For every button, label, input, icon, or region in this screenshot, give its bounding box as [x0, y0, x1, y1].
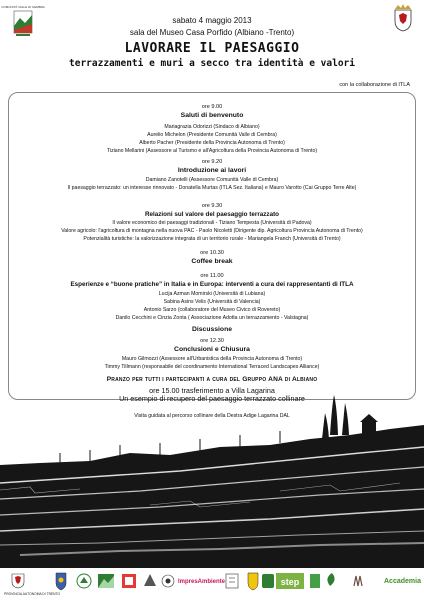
- lunch-note: Pranzo per tutti i partecipanti a cura del Gruppo ANA di Albiano: [106, 376, 318, 383]
- speaker-line: Mariagrazia Odorizzi (Sindaco di Albiano): [164, 124, 260, 130]
- session-time: ore 11.00: [200, 273, 224, 279]
- sponsors-bar: [0, 568, 424, 600]
- speaker-line: Timmy Tillmann (responsabile del coordinamento International Terraced Landscapes Alliance): [104, 364, 320, 370]
- example-note: Un esempio di recupero del paesaggio terrazzato collinare: [119, 394, 305, 403]
- step-logo: [276, 573, 304, 589]
- ana-logo: [77, 574, 91, 588]
- speaker-line: Aurelio Michelon (Presidente Comunità Valle di Cembra): [147, 132, 277, 138]
- speaker-line: Tiziano Mellarini (Assessore al Turismo e all'Agricoltura della Provincia Autonoma di Trento): [106, 148, 318, 154]
- session-title: Conclusioni e Chiusura: [174, 346, 250, 353]
- museo-logo: [226, 574, 238, 588]
- speaker-line: Antonio Sarzo (collaboratore del Museo Civico di Rovereto): [143, 307, 281, 313]
- comune-albiano-crest-icon: [56, 573, 66, 590]
- session-title: Coffee break: [191, 258, 233, 265]
- impresambiente-logo: [178, 579, 226, 585]
- lagarina-logo: [262, 574, 274, 588]
- speaker-line: Il paesaggio terrazzato: un interesse rinnovato - Donatella Murtas (ITLA Sez. Italiana) e Mauro Varotto (Cai Gruppo Terre Alte): [67, 185, 357, 191]
- green-sponsor-logo: [310, 574, 320, 588]
- session-time: ore 10.30: [200, 250, 224, 256]
- itla-logo: [122, 574, 136, 588]
- impresa-label: ImpresAmbiente: [178, 579, 226, 585]
- consorzio-logo: [162, 575, 174, 587]
- speaker-line: Danilo Cecchini e Cinzia Zonta ( Associazione Adotta un terrazzamento - Valstagna): [115, 315, 309, 321]
- speaker-line: Lucija Azman Momirski (Università di Lubiana): [158, 291, 266, 297]
- transfer-note: ore 15.00 trasferimento a Villa Lagarina: [149, 386, 275, 395]
- session-time: ore 12.30: [200, 338, 224, 344]
- event-title: LAVORARE IL PAESAGGIO: [124, 41, 300, 56]
- speaker-line: Potenzialità turistiche: la valorizzazione integrata di un territorio rurale - Mariangela Franch (Università di Trento): [83, 236, 341, 242]
- accademia-logo: [384, 578, 421, 585]
- visit-note: Visita guidata al percorso collinare della Destra Adige Lagarina DAL: [134, 413, 290, 419]
- session-time: ore 9.20: [201, 159, 223, 165]
- session-title: Saluti di benvenuto: [180, 112, 244, 119]
- collaboration-note: con la collaborazione di ITLA: [339, 82, 410, 88]
- speaker-line: Alberto Pacher (Presidente della Provincia Autonoma di Trento): [139, 140, 285, 146]
- logo-left-text: COMUNITÀ VALLE DI CEMBRA: [1, 5, 45, 9]
- step-label: step: [280, 577, 300, 587]
- session-title: Discussione: [191, 326, 233, 333]
- terraced-landscape-illustration: [0, 395, 424, 580]
- speaker-line: Valore agricolo: l'agricoltura di montagna nella nuova PAC - Paolo Nicoletti (Dirigente dip. Agricoltura Provincia Autonoma di Trento): [61, 228, 363, 234]
- event-venue: sala del Museo Casa Porfido (Albiano -Trento): [129, 28, 295, 37]
- session-time: ore 9.30: [201, 203, 223, 209]
- speaker-line: Damiano Zanotelli (Assessore Comunità Valle di Cembra): [145, 177, 279, 183]
- event-subtitle: terrazzamenti e muri a secco tra identità e valori: [69, 58, 355, 69]
- session-time: ore 9.00: [201, 104, 223, 110]
- speaker-line: Sabina Asins Velis (Università di Valencia): [163, 299, 261, 305]
- program-box: [8, 92, 416, 400]
- accademia-label: Accademia: [384, 578, 421, 585]
- session-title: Esperienze e “buone pratiche” in Italia e in Europa: interventi a cura dei rappresentanti di ITLA: [70, 281, 354, 288]
- comune-crest-icon: [248, 573, 258, 590]
- session-title: Relazioni sul valore del paesaggio terrazzato: [144, 211, 280, 218]
- speaker-line: Il valore economico dei paesaggi tradizionali - Tiziano Tempesta (Università di Padova): [112, 220, 312, 226]
- provincia-label: PROVINCIA AUTONOMA DI TRENTO: [4, 592, 61, 596]
- session-title: Introduzione ai lavori: [177, 167, 247, 174]
- speaker-line: Mauro Gilmozzi (Assessore all'Urbanistica della Provincia Autonoma di Trento): [121, 356, 303, 362]
- event-date: sabato 4 maggio 2013: [172, 16, 252, 25]
- cai-terre-alte-logo: [98, 574, 114, 588]
